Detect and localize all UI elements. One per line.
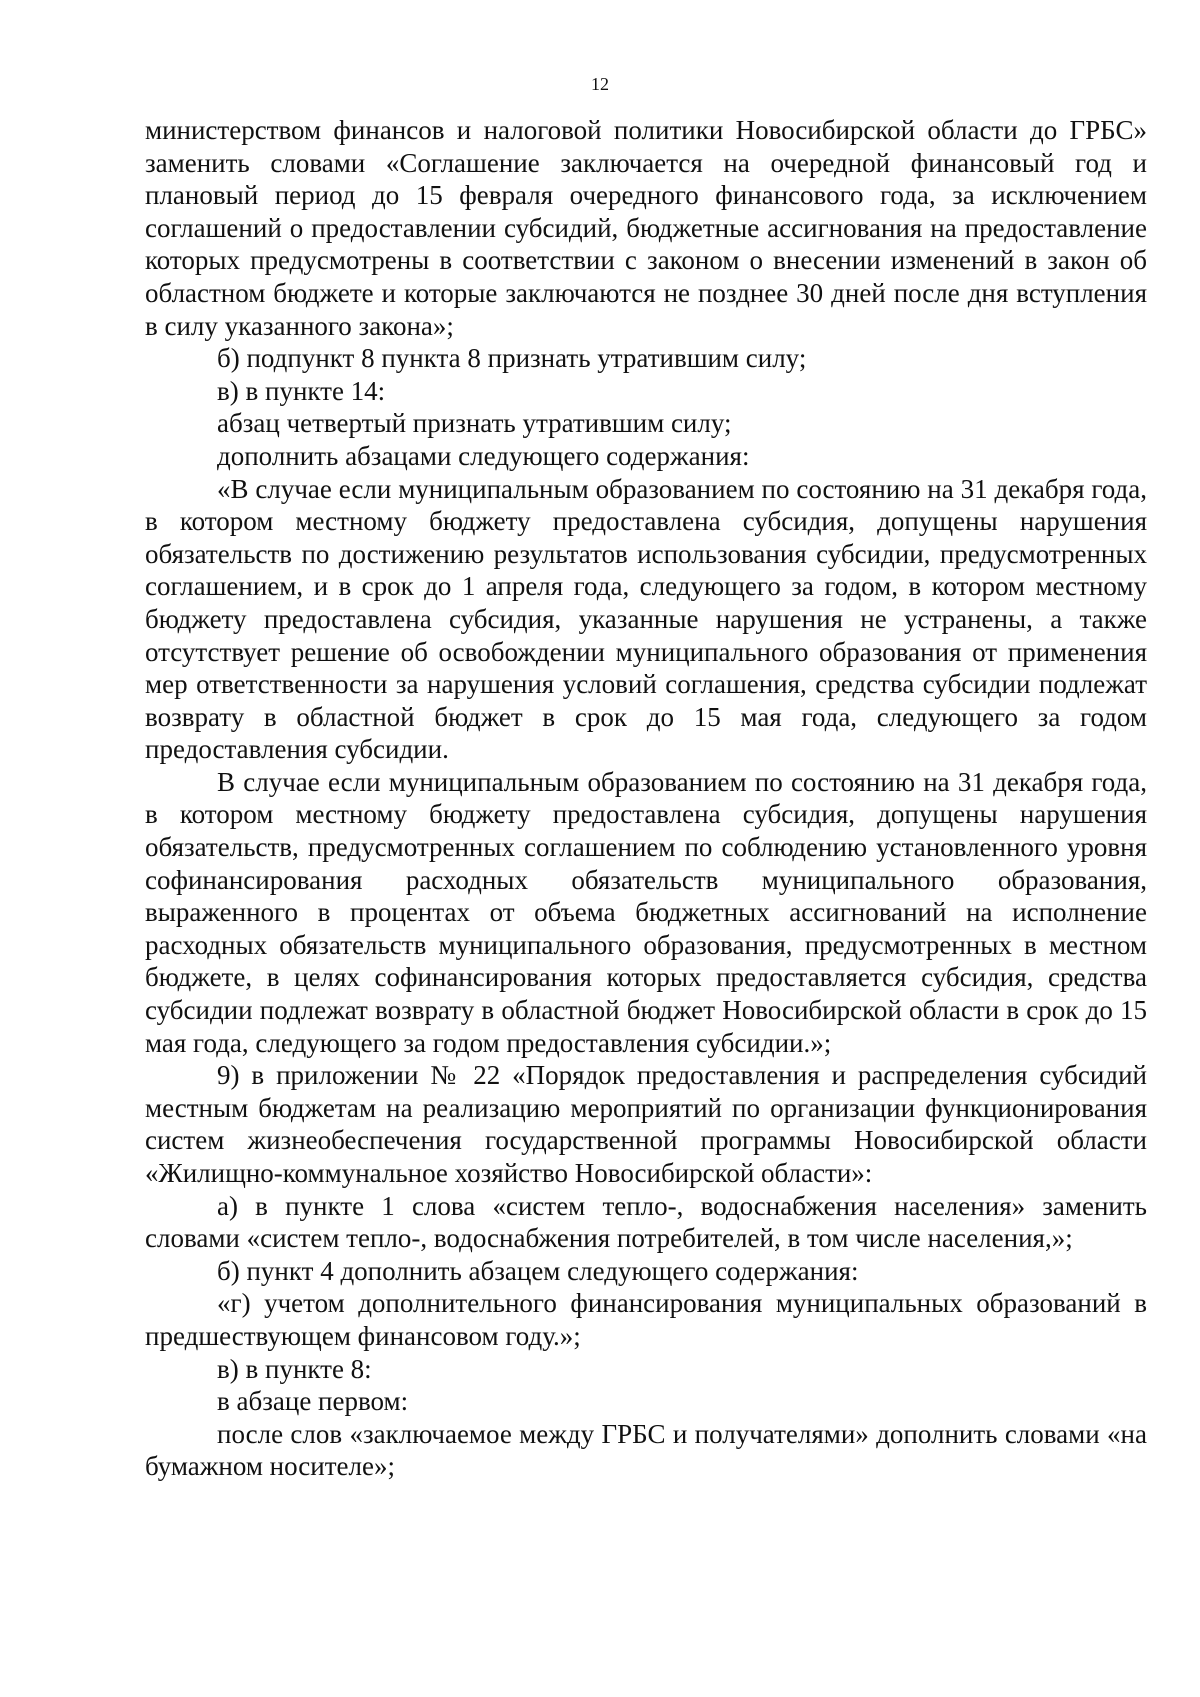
paragraph-13: в абзаце первом: (217, 1386, 409, 1417)
paragraph-10: б) пункт 4 дополнить абзацем следующего содержания: (217, 1255, 859, 1286)
document-body (145, 114, 1147, 1483)
paragraph-2: б) подпункт 8 пункта 8 признать утратившим силу; (217, 343, 807, 374)
paragraph-4: абзац четвертый признать утратившим силу; (217, 408, 732, 439)
paragraph-9: а) в пункте 1 слова «систем тепло-, водоснабжения населения» заменить словами «систем тепло-, водоснабжения потребителей, в том числе населения,»; (145, 1190, 1147, 1254)
paragraph-12: в) в пункте 8: (217, 1353, 372, 1384)
paragraph-1: министерством финансов и налоговой политики Новосибирской области до ГРБС» заменить словами «Соглашение заключается на очередной финансовый год и плановый период до 15 февраля очередного финансового года, за исключением соглашений о предоставлении субсидий, бюджетные ассигнования на предоставление которых предусмотрены в соответствии с законом о внесении изменений в закон об областном бюджете и которые заключаются не позднее 30 дней после дня вступления в силу указанного закона»; (145, 115, 1147, 341)
paragraph-5: дополнить абзацами следующего содержания: (217, 440, 750, 471)
paragraph-14: после слов «заключаемое между ГРБС и получателями» дополнить словами «на бумажном носителе»; (145, 1418, 1147, 1482)
paragraph-6: «В случае если муниципальным образованием по состоянию на 31 декабря года, в котором местному бюджету предоставлена субсидия, допущены нарушения обязательств по достижению результатов использования субсидии, предусмотренных соглашением, и в срок до 1 апреля года, следующего за годом, в котором местному бюджету предоставлена субсидия, указанные нарушения не устранены, а также отсутствует решение об освобождении муниципального образования от применения мер ответственности за нарушения условий соглашения, средства субсидии подлежат возврату в областной бюджет в срок до 15 мая года, следующего за годом предоставления субсидии. (145, 473, 1147, 765)
paragraph-11: «г) учетом дополнительного финансирования муниципальных образований в предшествующем финансовом году.»; (145, 1288, 1147, 1351)
paragraph-3: в) в пункте 14: (217, 375, 386, 406)
paragraph-7: В случае если муниципальным образованием по состоянию на 31 декабря года, в котором местному бюджету предоставлена субсидия, допущены нарушения обязательств, предусмотренных соглашением по соблюдению установленного уровня софинансирования расходных обязательств муниципального образования, выраженного в процентах от объема бюджетных ассигнований на исполнение расходных обязательств муниципального образования, предусмотренных в местном бюджете, в целях софинансирования которых предоставляется субсидия, средства субсидии подлежат возврату в областной бюджет Новосибирской области в срок до 15 мая года, следующего за годом предоставления субсидии.»; (145, 766, 1147, 1058)
paragraph-8: 9) в приложении № 22 «Порядок предоставления и распределения субсидий местным бюджетам на реализацию мероприятий по организации функционирования систем жизнеобеспечения государственной программы Новосибирской области «Жилищно-коммунальное хозяйство Новосибирской области»: (145, 1060, 1147, 1188)
page-number: 12 (591, 74, 609, 94)
